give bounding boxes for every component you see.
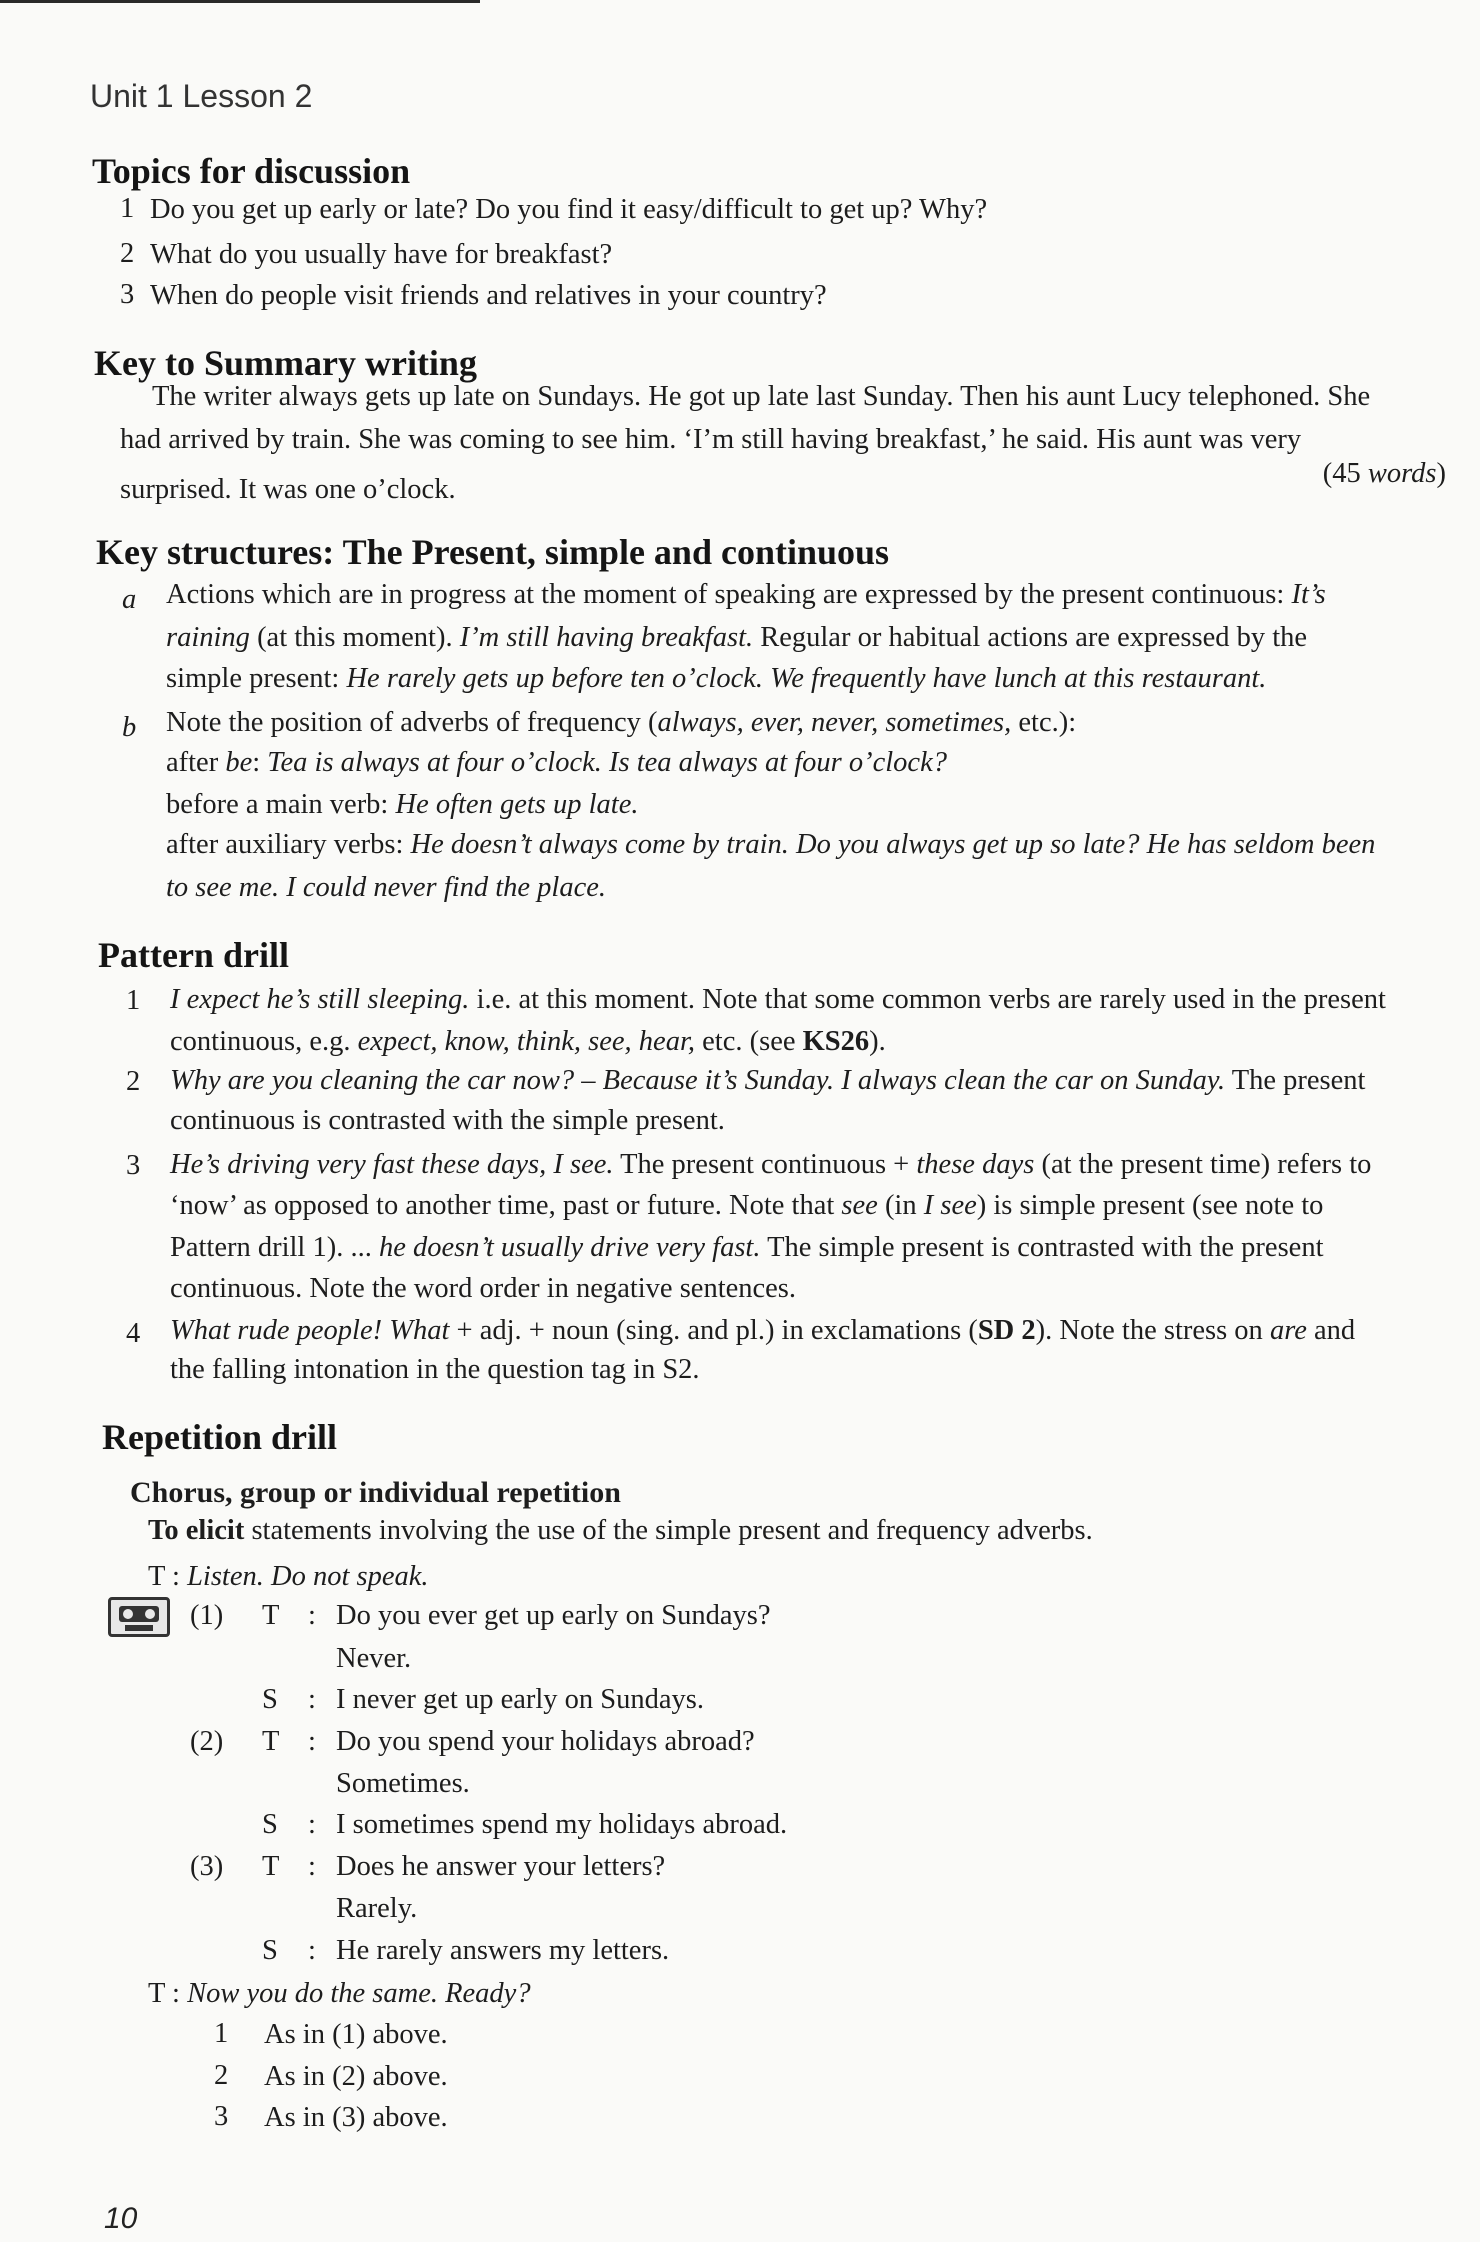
structure-line: before a main verb: He often gets up late. bbox=[166, 789, 639, 820]
pattern-line: continuous is contrasted with the simple present. bbox=[170, 1105, 725, 1136]
summary-line: had arrived by train. She was coming to see him. ‘I’m still having breakfast,’ he said. His aunt was very bbox=[120, 424, 1302, 455]
topic-item: What do you usually have for breakfast? bbox=[150, 239, 613, 270]
structure-label: a bbox=[122, 584, 137, 615]
summary-line: surprised. It was one o’clock. bbox=[120, 474, 456, 505]
drill-speaker: T bbox=[262, 1726, 280, 1757]
response-number: 2 bbox=[214, 2060, 229, 2091]
topic-item: Do you get up early or late? Do you find it easy/difficult to get up? Why? bbox=[150, 194, 988, 225]
drill-number: (1) bbox=[190, 1600, 224, 1631]
drill-question: Does he answer your letters? bbox=[336, 1851, 666, 1882]
drill-question: Do you ever get up early on Sundays? bbox=[336, 1600, 771, 1631]
drill-speaker: S bbox=[262, 1809, 278, 1840]
response-item: As in (1) above. bbox=[264, 2019, 448, 2050]
pattern-number: 3 bbox=[126, 1150, 141, 1181]
drill-response: He rarely answers my letters. bbox=[336, 1935, 670, 1966]
cassette-icon bbox=[108, 1597, 170, 1637]
pattern-line: the falling intonation in the question tag in S2. bbox=[170, 1354, 700, 1385]
drill-speaker: T bbox=[262, 1600, 280, 1631]
pattern-line: Why are you cleaning the car now? – Because it’s Sunday. I always clean the car on Sunday. The present bbox=[170, 1065, 1366, 1096]
structure-line: to see me. I could never find the place. bbox=[166, 872, 607, 903]
drill-answer: Sometimes. bbox=[336, 1768, 470, 1799]
drill-answer: Never. bbox=[336, 1643, 412, 1674]
pattern-heading: Pattern drill bbox=[98, 935, 289, 975]
drill-speaker: T bbox=[262, 1851, 280, 1882]
drill-question: Do you spend your holidays abroad? bbox=[336, 1726, 755, 1757]
drill-response: I never get up early on Sundays. bbox=[336, 1684, 705, 1715]
word-count: (45 words) bbox=[1322, 458, 1446, 489]
drill-answer: Rarely. bbox=[336, 1893, 418, 1924]
drill-response: I sometimes spend my holidays abroad. bbox=[336, 1809, 788, 1840]
drill-speaker: S bbox=[262, 1935, 278, 1966]
response-number: 3 bbox=[214, 2101, 229, 2132]
page-number: 10 bbox=[104, 2202, 138, 2235]
structure-line: after be: Tea is always at four o’clock. Is tea always at four o’clock? bbox=[166, 747, 947, 778]
drill-number: (2) bbox=[190, 1726, 224, 1757]
structure-label: b bbox=[122, 712, 137, 743]
pattern-number: 4 bbox=[126, 1318, 141, 1349]
word-count-unit: words bbox=[1367, 458, 1437, 489]
teacher-instruction: T : Now you do the same. Ready? bbox=[148, 1978, 531, 2009]
summary-line: The writer always gets up late on Sundays. He got up late last Sunday. Then his aunt Lucy telephoned. She bbox=[152, 381, 1371, 412]
drill-colon: : bbox=[308, 1851, 316, 1882]
topic-number: 3 bbox=[120, 279, 135, 310]
structure-line: Note the position of adverbs of frequency (always, ever, never, sometimes, etc.): bbox=[166, 707, 1077, 738]
pattern-line: continuous. Note the word order in negative sentences. bbox=[170, 1273, 797, 1304]
summary-heading: Key to Summary writing bbox=[94, 343, 477, 383]
pattern-line: He’s driving very fast these days, I see. The present continuous + these days (at the present time) refers to bbox=[170, 1149, 1372, 1180]
response-item: As in (2) above. bbox=[264, 2061, 448, 2092]
structure-line: simple present: He rarely gets up before ten o’clock. We frequently have lunch at this restaurant. bbox=[166, 663, 1267, 694]
topic-number: 2 bbox=[120, 238, 135, 269]
unit-header: Unit 1 Lesson 2 bbox=[90, 78, 313, 114]
drill-number: (3) bbox=[190, 1851, 224, 1882]
drill-colon: : bbox=[308, 1684, 316, 1715]
pattern-number: 2 bbox=[126, 1066, 141, 1097]
word-count-number: 45 bbox=[1332, 458, 1361, 489]
drill-colon: : bbox=[308, 1600, 316, 1631]
elicit-line: To elicit statements involving the use of the simple present and frequency adverbs. bbox=[148, 1515, 1093, 1546]
drill-speaker: S bbox=[262, 1684, 278, 1715]
pattern-line: continuous, e.g. expect, know, think, see, hear, etc. (see KS26). bbox=[170, 1026, 886, 1057]
drill-colon: : bbox=[308, 1809, 316, 1840]
pattern-line: Pattern drill 1). ... he doesn’t usually drive very fast. The simple present is contrasted with the present bbox=[170, 1232, 1324, 1263]
drill-colon: : bbox=[308, 1726, 316, 1757]
structures-heading: Key structures: The Present, simple and continuous bbox=[96, 532, 890, 572]
response-item: As in (3) above. bbox=[264, 2102, 448, 2133]
topics-heading: Topics for discussion bbox=[92, 151, 411, 191]
structure-line: Actions which are in progress at the moment of speaking are expressed by the present continuous: It’s bbox=[166, 579, 1326, 610]
response-number: 1 bbox=[214, 2018, 229, 2049]
structure-line: after auxiliary verbs: He doesn’t always come by train. Do you always get up so late? He has seldom been bbox=[166, 829, 1376, 860]
pattern-number: 1 bbox=[126, 985, 141, 1016]
drill-colon: : bbox=[308, 1935, 316, 1966]
repetition-heading: Repetition drill bbox=[102, 1417, 337, 1457]
pattern-line: ‘now’ as opposed to another time, past or future. Note that see (in I see) is simple present (see note to bbox=[170, 1190, 1324, 1221]
teacher-instruction: T : Listen. Do not speak. bbox=[148, 1561, 429, 1592]
topic-number: 1 bbox=[120, 193, 135, 224]
pattern-line: I expect he’s still sleeping. i.e. at this moment. Note that some common verbs are rarely used in the present bbox=[170, 984, 1386, 1015]
topic-item: When do people visit friends and relatives in your country? bbox=[150, 280, 827, 311]
pattern-line: What rude people! What + adj. + noun (sing. and pl.) in exclamations (SD 2). Note the stress on are and bbox=[170, 1315, 1356, 1346]
repetition-subheading: Chorus, group or individual repetition bbox=[130, 1476, 621, 1509]
structure-line: raining (at this moment). I’m still having breakfast. Regular or habitual actions are expressed by the bbox=[166, 622, 1308, 653]
